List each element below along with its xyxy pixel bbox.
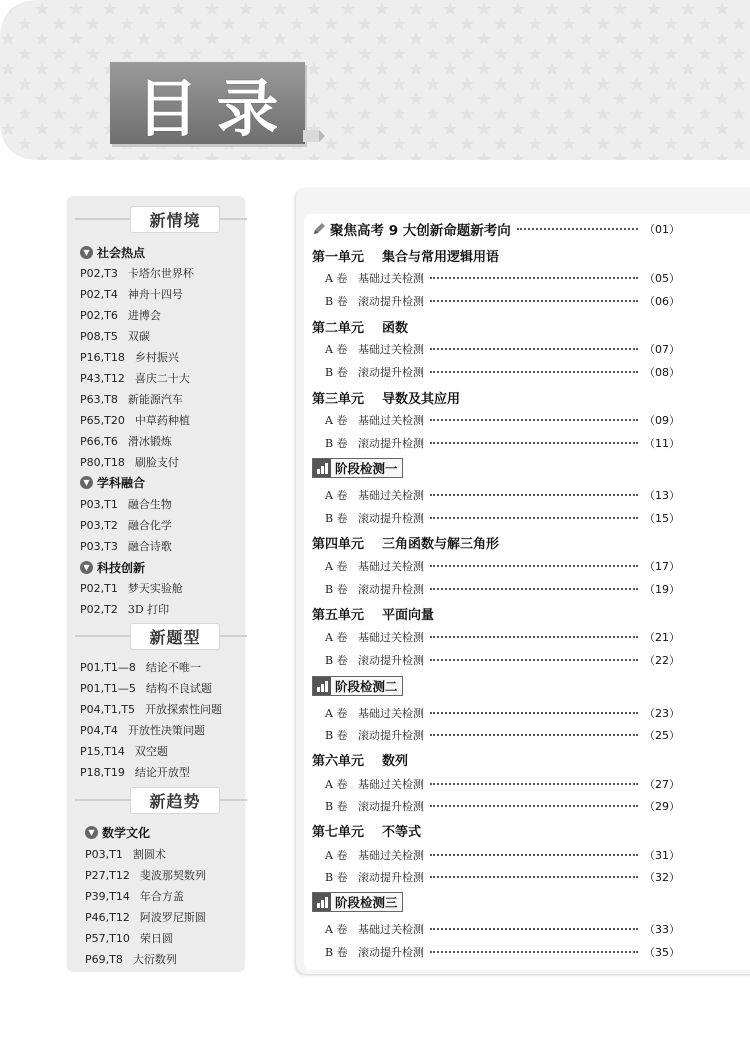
sidebar-entry bbox=[80, 538, 172, 554]
entry-code: P02,T4 bbox=[80, 288, 118, 301]
entry-topic: 阿波罗尼斯圆 bbox=[139, 911, 206, 924]
page-number: （31） bbox=[644, 849, 680, 862]
stage-test-heading bbox=[312, 458, 403, 478]
entry-code: P46,T12 bbox=[85, 911, 130, 924]
entry-code: P02,T3 bbox=[80, 267, 118, 280]
category-heading bbox=[80, 244, 145, 261]
volume-label: B 卷 bbox=[325, 729, 348, 742]
stage-test-heading bbox=[312, 676, 403, 696]
page-number: （07） bbox=[644, 343, 680, 356]
entry-code: P03,T1 bbox=[80, 498, 118, 511]
category-label: 学科融合 bbox=[97, 476, 146, 490]
leader-dots bbox=[430, 485, 638, 496]
test-label: 滚动提升检测 bbox=[358, 871, 424, 884]
test-label: 滚动提升检测 bbox=[358, 512, 424, 525]
entry-topic: 开放性决策问题 bbox=[127, 724, 205, 737]
stage-badge bbox=[312, 458, 403, 478]
toc-entry[interactable] bbox=[325, 725, 680, 745]
sidebar-entry bbox=[80, 601, 169, 617]
entry-code: P04,T4 bbox=[80, 724, 118, 737]
test-label: 滚动提升检测 bbox=[358, 437, 424, 450]
sidebar-entry bbox=[80, 307, 161, 323]
entry-topic: 大衍数列 bbox=[132, 953, 177, 966]
entry-topic: 开放探索性问题 bbox=[145, 703, 223, 716]
section-header bbox=[115, 786, 235, 814]
entry-topic: 卡塔尔世界杯 bbox=[127, 267, 194, 280]
entry-topic: 融合生物 bbox=[127, 498, 172, 511]
entry-topic: 滑冰锻炼 bbox=[127, 435, 172, 448]
unit-number: 第三单元 bbox=[312, 391, 365, 407]
leader-dots bbox=[430, 650, 638, 661]
page-number: （35） bbox=[644, 946, 680, 959]
toc-entry[interactable] bbox=[325, 774, 680, 794]
sidebar-entry bbox=[80, 391, 183, 407]
unit-name: 导数及其应用 bbox=[382, 391, 461, 407]
sidebar-entry bbox=[85, 930, 173, 946]
unit-name: 函数 bbox=[382, 320, 409, 336]
volume-label: B 卷 bbox=[325, 366, 348, 379]
category-heading bbox=[85, 824, 150, 841]
toc-entry[interactable] bbox=[325, 627, 680, 647]
page-number: （13） bbox=[644, 489, 680, 502]
sidebar-entry bbox=[80, 286, 183, 302]
section-header-label: 新趋势 bbox=[130, 787, 219, 814]
stage-badge bbox=[312, 892, 403, 912]
entry-topic: 融合化学 bbox=[127, 519, 172, 532]
test-label: 基础过关检测 bbox=[358, 343, 424, 356]
leader-dots bbox=[430, 291, 638, 302]
entry-topic: 中草药种植 bbox=[134, 414, 190, 427]
sidebar-entry bbox=[80, 412, 190, 428]
pencil-tip-icon bbox=[303, 128, 325, 144]
entry-topic: 乡村振兴 bbox=[134, 351, 179, 364]
bar-chart-icon bbox=[313, 677, 331, 695]
leader-dots bbox=[430, 919, 638, 930]
entry-code: P63,T8 bbox=[80, 393, 118, 406]
toc-entry[interactable] bbox=[325, 410, 680, 430]
stage-label: 阶段检测三 bbox=[335, 895, 398, 910]
entry-topic: 年合方盖 bbox=[139, 890, 184, 903]
page-number: （01） bbox=[644, 223, 680, 236]
toc-entry[interactable] bbox=[325, 919, 680, 939]
sidebar-entry bbox=[80, 680, 212, 696]
test-label: 基础过关检测 bbox=[358, 707, 424, 720]
bar-chart-icon bbox=[313, 893, 331, 911]
sidebar-entry bbox=[80, 764, 190, 780]
toc-entry[interactable] bbox=[325, 362, 680, 382]
leader-dots bbox=[430, 867, 638, 878]
entry-topic: 荣日圆 bbox=[139, 932, 173, 945]
volume-label: B 卷 bbox=[325, 871, 348, 884]
leader-dots bbox=[430, 433, 638, 444]
leader-dots bbox=[430, 579, 638, 590]
bar-chart-icon bbox=[313, 459, 331, 477]
volume-label: A 卷 bbox=[325, 560, 348, 573]
volume-label: A 卷 bbox=[325, 631, 348, 644]
toc-entry[interactable] bbox=[325, 291, 680, 311]
leader-dots bbox=[430, 556, 638, 567]
unit-heading bbox=[312, 316, 680, 336]
section-header bbox=[115, 622, 235, 650]
sidebar-entry bbox=[85, 846, 166, 862]
leader-dots bbox=[430, 774, 638, 785]
stage-label: 阶段检测二 bbox=[335, 679, 398, 694]
entry-topic: 融合诗歌 bbox=[127, 540, 172, 553]
leader-dots bbox=[517, 219, 638, 230]
test-label: 滚动提升检测 bbox=[358, 583, 424, 596]
chevron-down-icon: ▼ bbox=[80, 476, 93, 489]
leader-dots bbox=[430, 703, 638, 714]
volume-label: A 卷 bbox=[325, 414, 348, 427]
entry-code: P16,T18 bbox=[80, 351, 125, 364]
page-number: （21） bbox=[644, 631, 680, 644]
page-number: （06） bbox=[644, 295, 680, 308]
test-label: 基础过关检测 bbox=[358, 560, 424, 573]
section-header-label: 新情境 bbox=[130, 206, 219, 233]
page-number: （17） bbox=[644, 560, 680, 573]
test-label: 基础过关检测 bbox=[358, 272, 424, 285]
test-label: 基础过关检测 bbox=[358, 849, 424, 862]
leader-dots bbox=[430, 627, 638, 638]
entry-code: P02,T6 bbox=[80, 309, 118, 322]
sidebar-entry bbox=[85, 888, 184, 904]
toc-entry[interactable] bbox=[325, 867, 680, 887]
entry-code: P01,T1—5 bbox=[80, 682, 136, 695]
test-label: 基础过关检测 bbox=[358, 923, 424, 936]
entry-code: P18,T19 bbox=[80, 766, 125, 779]
unit-number: 第一单元 bbox=[312, 249, 365, 265]
page-number: （27） bbox=[644, 778, 680, 791]
entry-code: P27,T12 bbox=[85, 869, 130, 882]
entry-code: P65,T20 bbox=[80, 414, 125, 427]
test-label: 滚动提升检测 bbox=[358, 800, 424, 813]
unit-heading bbox=[312, 387, 680, 407]
page-title: 目录 bbox=[136, 71, 297, 145]
volume-label: A 卷 bbox=[325, 849, 348, 862]
sidebar-entry bbox=[80, 580, 183, 596]
sidebar-entry bbox=[80, 370, 190, 386]
volume-label: A 卷 bbox=[325, 923, 348, 936]
sidebar-entry bbox=[80, 328, 150, 344]
page-number: （25） bbox=[644, 729, 680, 742]
category-label: 社会热点 bbox=[97, 246, 146, 260]
test-label: 滚动提升检测 bbox=[358, 946, 424, 959]
unit-heading bbox=[312, 245, 680, 265]
toc-entry[interactable] bbox=[325, 703, 680, 723]
volume-label: B 卷 bbox=[325, 295, 348, 308]
sidebar-entry bbox=[80, 659, 201, 675]
page-number: （09） bbox=[644, 414, 680, 427]
entry-topic: 双空题 bbox=[134, 745, 168, 758]
unit-name: 三角函数与解三角形 bbox=[382, 536, 500, 552]
leader-dots bbox=[430, 268, 638, 279]
toc-entry-focus[interactable] bbox=[312, 219, 680, 239]
entry-topic: 3D 打印 bbox=[127, 603, 170, 616]
chevron-down-icon: ▼ bbox=[80, 246, 93, 259]
sidebar-entry bbox=[80, 496, 172, 512]
pencil-icon bbox=[312, 222, 326, 236]
unit-heading bbox=[312, 749, 680, 769]
category-heading bbox=[80, 559, 145, 576]
unit-heading bbox=[312, 820, 680, 840]
category-heading bbox=[80, 474, 145, 491]
toc-entry[interactable] bbox=[325, 485, 680, 505]
entry-topic: 割圆术 bbox=[132, 848, 166, 861]
test-label: 基础过关检测 bbox=[358, 631, 424, 644]
sidebar-entry bbox=[80, 454, 179, 470]
leader-dots bbox=[430, 725, 638, 736]
unit-name: 不等式 bbox=[382, 824, 422, 840]
leader-dots bbox=[430, 845, 638, 856]
entry-code: P57,T10 bbox=[85, 932, 130, 945]
leader-dots bbox=[430, 508, 638, 519]
entry-code: P03,T2 bbox=[80, 519, 118, 532]
volume-label: A 卷 bbox=[325, 343, 348, 356]
volume-label: B 卷 bbox=[325, 654, 348, 667]
entry-code: P39,T14 bbox=[85, 890, 130, 903]
entry-topic: 双碳 bbox=[127, 330, 150, 343]
unit-number: 第六单元 bbox=[312, 753, 365, 769]
toc-entry[interactable] bbox=[325, 433, 680, 453]
volume-label: B 卷 bbox=[325, 437, 348, 450]
entry-topic: 进博会 bbox=[127, 309, 161, 322]
section-header bbox=[115, 205, 235, 233]
volume-label: A 卷 bbox=[325, 707, 348, 720]
leader-dots bbox=[430, 362, 638, 373]
focus-label: 聚焦高考 9 大创新命题新考向 bbox=[330, 223, 511, 239]
entry-code: P02,T1 bbox=[80, 582, 118, 595]
leader-dots bbox=[430, 410, 638, 421]
page-number: （05） bbox=[644, 272, 680, 285]
sidebar-entry bbox=[80, 701, 222, 717]
unit-name: 平面向量 bbox=[382, 607, 435, 623]
sidebar-entry bbox=[85, 951, 177, 967]
volume-label: B 卷 bbox=[325, 583, 348, 596]
toc-entry[interactable] bbox=[325, 579, 680, 599]
stage-label: 阶段检测一 bbox=[335, 461, 398, 476]
page-number: （19） bbox=[644, 583, 680, 596]
unit-number: 第四单元 bbox=[312, 536, 365, 552]
toc-entry[interactable] bbox=[325, 845, 680, 865]
test-label: 滚动提升检测 bbox=[358, 729, 424, 742]
unit-heading bbox=[312, 603, 680, 623]
volume-label: B 卷 bbox=[325, 800, 348, 813]
test-label: 基础过关检测 bbox=[358, 778, 424, 791]
unit-name: 数列 bbox=[382, 753, 409, 769]
test-label: 滚动提升检测 bbox=[358, 295, 424, 308]
chevron-down-icon: ▼ bbox=[85, 826, 98, 839]
toc-entry[interactable] bbox=[325, 339, 680, 359]
entry-code: P15,T14 bbox=[80, 745, 125, 758]
page-number: （11） bbox=[644, 437, 680, 450]
entry-topic: 刷脸支付 bbox=[134, 456, 179, 469]
sidebar-entry bbox=[85, 909, 206, 925]
sidebar-entry bbox=[80, 349, 179, 365]
chevron-down-icon: ▼ bbox=[80, 561, 93, 574]
volume-label: A 卷 bbox=[325, 778, 348, 791]
sidebar-entry bbox=[80, 433, 172, 449]
toc-entry[interactable] bbox=[325, 650, 680, 670]
leader-dots bbox=[430, 796, 638, 807]
unit-number: 第二单元 bbox=[312, 320, 365, 336]
volume-label: A 卷 bbox=[325, 272, 348, 285]
volume-label: B 卷 bbox=[325, 946, 348, 959]
entry-topic: 新能源汽车 bbox=[127, 393, 183, 406]
sidebar-entry bbox=[80, 722, 205, 738]
entry-code: P01,T1—8 bbox=[80, 661, 136, 674]
stage-badge bbox=[312, 676, 403, 696]
test-label: 基础过关检测 bbox=[358, 414, 424, 427]
page-number: （15） bbox=[644, 512, 680, 525]
entry-topic: 神舟十四号 bbox=[127, 288, 183, 301]
entry-code: P03,T1 bbox=[85, 848, 123, 861]
entry-topic: 结构不良试题 bbox=[145, 682, 212, 695]
sidebar-entry bbox=[85, 867, 206, 883]
entry-topic: 梦天实验舱 bbox=[127, 582, 183, 595]
category-label: 数学文化 bbox=[102, 826, 151, 840]
entry-code: P03,T3 bbox=[80, 540, 118, 553]
toc-title-box bbox=[110, 62, 305, 144]
stage-test-heading bbox=[312, 892, 403, 912]
section-header-label: 新题型 bbox=[130, 623, 219, 650]
volume-label: B 卷 bbox=[325, 512, 348, 525]
page-number: （22） bbox=[644, 654, 680, 667]
page-number: （29） bbox=[644, 800, 680, 813]
toc-entry[interactable] bbox=[325, 942, 680, 962]
entry-topic: 结论开放型 bbox=[134, 766, 190, 779]
toc-entry[interactable] bbox=[325, 556, 680, 576]
page-number: （33） bbox=[644, 923, 680, 936]
entry-topic: 结论不唯一 bbox=[145, 661, 201, 674]
test-label: 滚动提升检测 bbox=[358, 654, 424, 667]
unit-heading bbox=[312, 532, 680, 552]
unit-number: 第七单元 bbox=[312, 824, 365, 840]
category-label: 科技创新 bbox=[97, 561, 146, 575]
sidebar-entry bbox=[80, 743, 168, 759]
unit-number: 第五单元 bbox=[312, 607, 365, 623]
sidebar-entry bbox=[80, 517, 172, 533]
entry-code: P69,T8 bbox=[85, 953, 123, 966]
toc-entry[interactable] bbox=[325, 268, 680, 288]
toc-entry[interactable] bbox=[325, 508, 680, 528]
entry-code: P08,T5 bbox=[80, 330, 118, 343]
entry-code: P80,T18 bbox=[80, 456, 125, 469]
entry-topic: 斐波那契数列 bbox=[139, 869, 206, 882]
page-number: （32） bbox=[644, 871, 680, 884]
entry-topic: 喜庆二十大 bbox=[134, 372, 190, 385]
entry-code: P43,T12 bbox=[80, 372, 125, 385]
entry-code: P66,T6 bbox=[80, 435, 118, 448]
page-number: （23） bbox=[644, 707, 680, 720]
entry-code: P04,T1,T5 bbox=[80, 703, 136, 716]
toc-entry[interactable] bbox=[325, 796, 680, 816]
page-number: （08） bbox=[644, 366, 680, 379]
leader-dots bbox=[430, 942, 638, 953]
sidebar-entry bbox=[80, 265, 194, 281]
volume-label: A 卷 bbox=[325, 489, 348, 502]
unit-name: 集合与常用逻辑用语 bbox=[382, 249, 500, 265]
leader-dots bbox=[430, 339, 638, 350]
test-label: 基础过关检测 bbox=[358, 489, 424, 502]
entry-code: P02,T2 bbox=[80, 603, 118, 616]
test-label: 滚动提升检测 bbox=[358, 366, 424, 379]
